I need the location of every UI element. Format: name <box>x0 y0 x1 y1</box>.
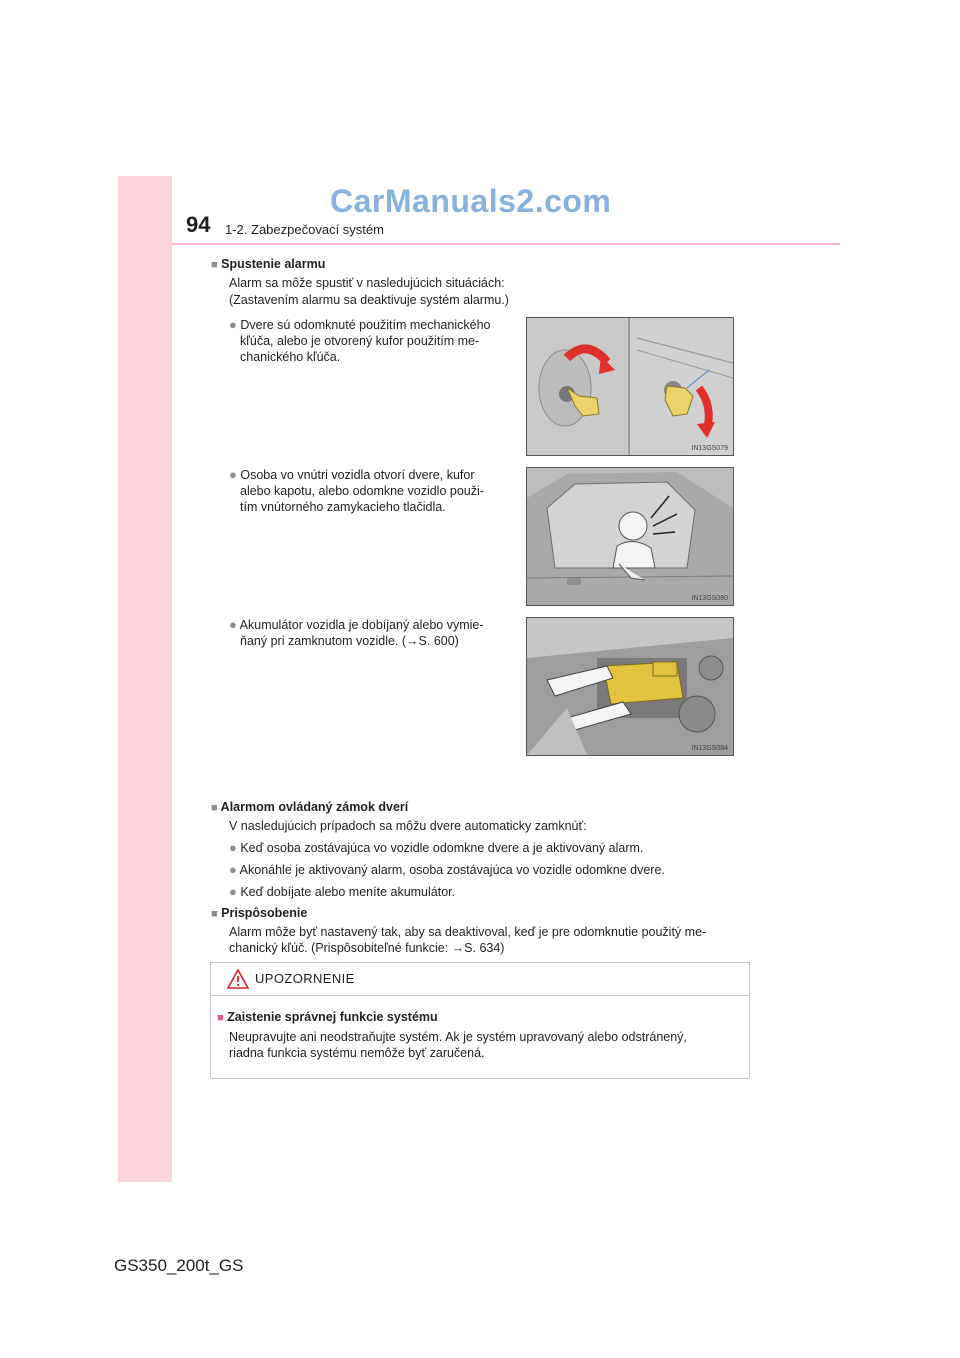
round-bullet-icon: ● <box>229 467 237 482</box>
page-side-tab <box>118 176 172 1182</box>
section-title: 1-2. Zabezpečovací systém <box>225 222 384 237</box>
alarm-item-2: ● Osoba vo vnútri vozidla otvorí dvere, kufor alebo kapotu, alebo odomkne vozidlo použi- tím vnútorného zamykacieho tlačidla. <box>229 467 484 514</box>
square-bullet-icon: ■ <box>217 1012 224 1024</box>
figure-code: IN13GS084 <box>691 745 728 752</box>
door-lock-item-2: ● Akonáhle je aktivovaný alarm, osoba zostávajúca vo vozidle odomkne dvere. <box>229 862 665 877</box>
figure-key-lock <box>526 317 734 456</box>
warning-header <box>211 963 749 996</box>
figure-person-in-car <box>526 467 734 606</box>
customization-heading: ■ Prispôsobenie <box>211 906 308 920</box>
page-number: 94 <box>186 212 211 237</box>
header-divider <box>172 243 840 245</box>
warning-text: Neupravujte ani neodstraňujte systém. Ak je systém upravovaný alebo odstránený, riadna funkcia systému nemôže byť zaručená. <box>229 1030 687 1060</box>
door-lock-item-3: ● Keď dobíjate alebo meníte akumulátor. <box>229 884 456 899</box>
square-bullet-icon: ■ <box>211 908 218 920</box>
round-bullet-icon: ● <box>229 884 237 899</box>
figure-battery-replacement <box>526 617 734 756</box>
door-lock-item-1: ● Keď osoba zostávajúca vo vozidle odomkne dvere a je aktivovaný alarm. <box>229 840 644 855</box>
battery-replacement-illustration <box>527 618 733 755</box>
person-opening-door-illustration <box>527 468 733 605</box>
round-bullet-icon: ● <box>229 840 237 855</box>
key-in-lock-illustration <box>527 318 733 455</box>
watermark-text: CarManuals2.com <box>330 183 612 219</box>
square-bullet-icon: ■ <box>211 802 218 814</box>
figure-code: IN13GS079 <box>691 445 728 452</box>
warning-box <box>210 962 750 1079</box>
warning-triangle-icon <box>227 969 249 989</box>
square-bullet-icon: ■ <box>211 259 218 271</box>
alarm-trigger-intro-2: (Zastavením alarmu sa deaktivuje systém alarmu.) <box>229 293 509 307</box>
customization-text: Alarm môže byť nastavený tak, aby sa deaktivoval, keď je pre odomknutie použitý me- chanický kľúč. (Prispôsobiteľné funkcie: →S. 634) <box>229 925 707 955</box>
alarm-trigger-heading: ■ Spustenie alarmu <box>211 257 326 271</box>
footer-model: GS350_200t_GS <box>114 1256 244 1275</box>
door-lock-heading: ■ Alarmom ovládaný zámok dverí <box>211 800 409 814</box>
figure-code: IN13GS080 <box>691 595 728 602</box>
round-bullet-icon: ● <box>229 862 237 877</box>
door-lock-intro: V nasledujúcich prípadoch sa môžu dvere automaticky zamknúť: <box>229 819 587 833</box>
alarm-trigger-intro-1: Alarm sa môže spustiť v nasledujúcich situáciách: <box>229 276 505 290</box>
alarm-item-3: ● Akumulátor vozidla je dobíjaný alebo vymie- ňaný pri zamknutom vozidle. (→S. 600) <box>229 617 484 648</box>
round-bullet-icon: ● <box>229 617 237 632</box>
alarm-item-1: ● Dvere sú odomknuté použitím mechanického kľúča, alebo je otvorený kufor použitím me- chanického kľúča. <box>229 317 491 364</box>
warning-title: UPOZORNENIE <box>255 971 355 986</box>
round-bullet-icon: ● <box>229 317 237 332</box>
warning-heading: ■ Zaistenie správnej funkcie systému <box>217 1010 438 1024</box>
